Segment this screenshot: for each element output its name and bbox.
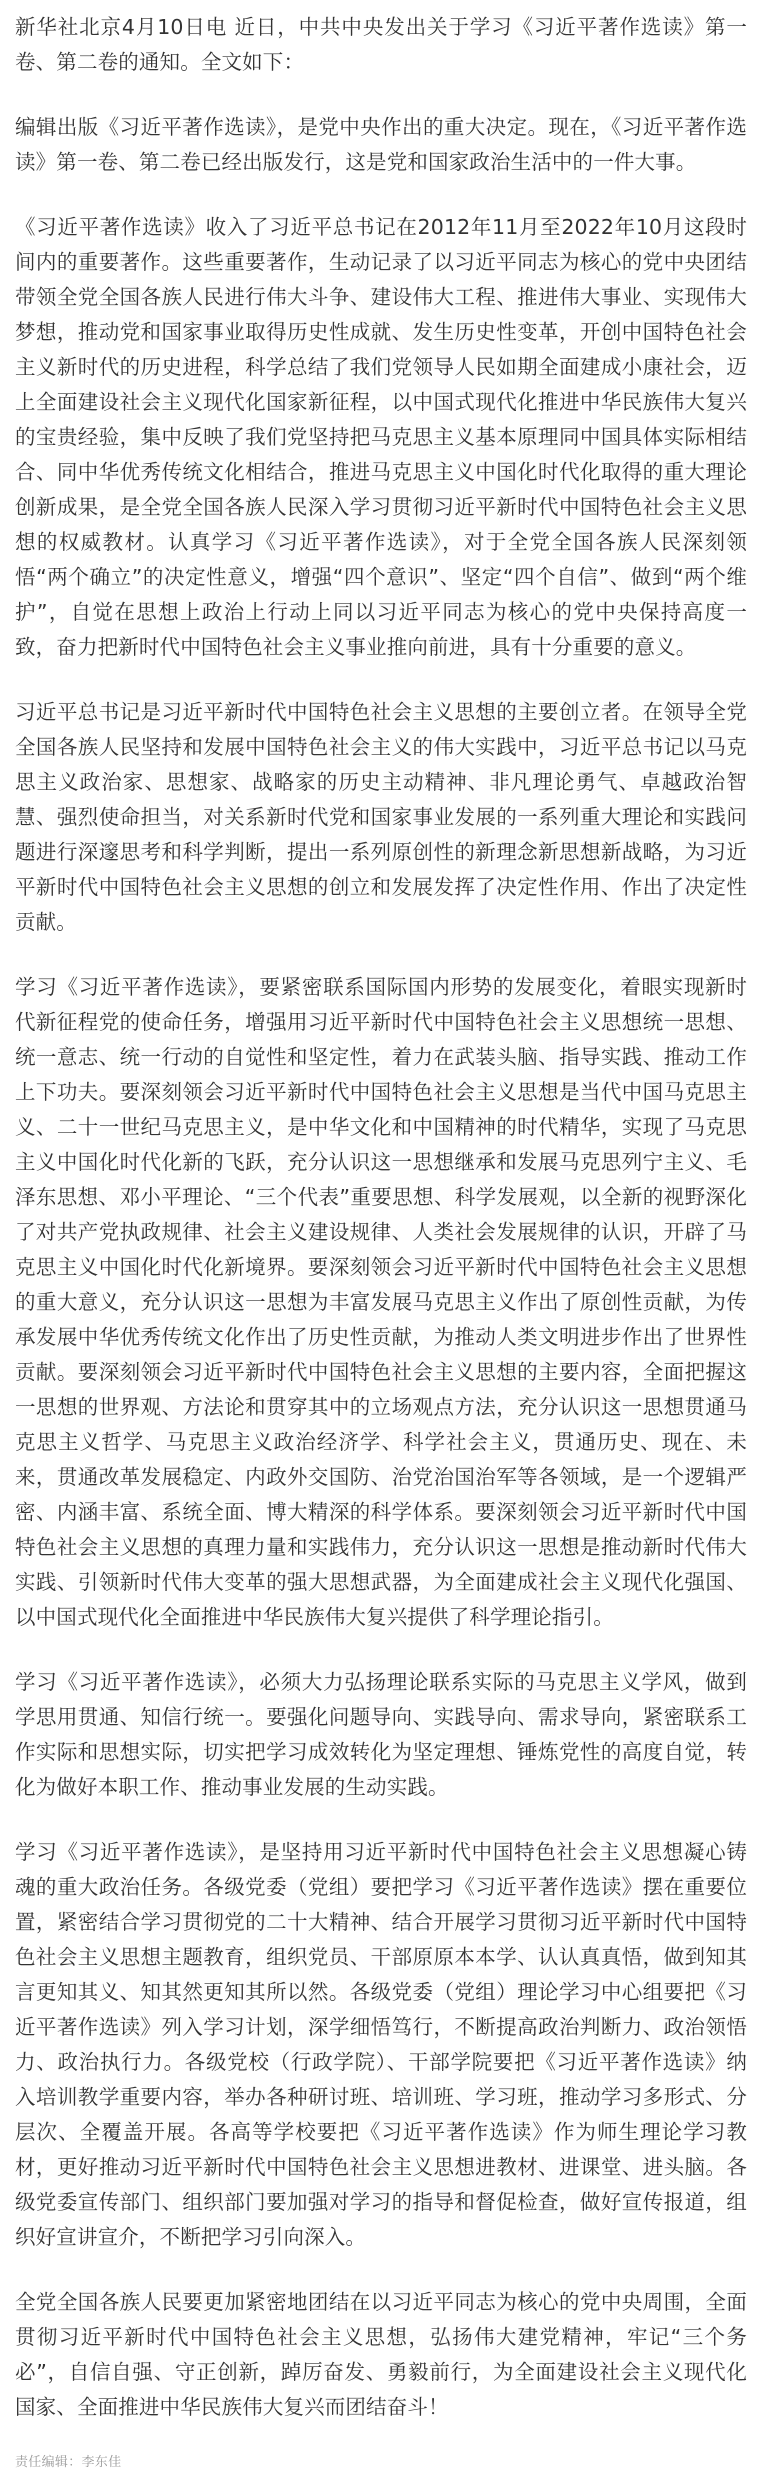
article-paragraph: 学习《习近平著作选读》，要紧密联系国际国内形势的发展变化，着眼实现新时代新征程党的使命任务，增强用习近平新时代中国特色社会主义思想统一思想、统一意志、统一行动的自觉性和坚定性，着力在武装头脑、指导实践、推动工作上下功夫。要深刻领会习近平新时代中国特色社会主义思想是当代中国马克思主义、二十一世纪马克思主义，是中华文化和中国精神的时代精华，实现了马克思主义中国化时代化新的飞跃，充分认识这一思想继承和发展马克思列宁主义、毛泽东思想、邓小平理论、“三个代表”重要思想、科学发展观，以全新的视野深化了对共产党执政规律、社会主义建设规律、人类社会发展规律的认识，开辟了马克思主义中国化时代化新境界。要深刻领会习近平新时代中国特色社会主义思想的重大意义，充分认识这一思想为丰富发展马克思主义作出了原创性贡献，为传承发展中华优秀传统文化作出了历史性贡献，为推动人类文明进步作出了世界性贡献。要深刻领会习近平新时代中国特色社会主义思想的主要内容，全面把握这一思想的世界观、方法论和贯穿其中的立场观点方法，充分认识这一思想贯通马克思主义哲学、马克思主义政治经济学、科学社会主义，贯通历史、现在、未来，贯通改革发展稳定、内政外交国防、治党治国治军等各领域，是一个逻辑严密、内涵丰富、系统全面、博大精深的科学体系。要深刻领会习近平新时代中国特色社会主义思想的真理力量和实践伟力，充分认识这一思想是推动新时代伟大实践、引领新时代伟大变革的强大思想武器，为全面建成社会主义现代化强国、以中国式现代化全面推进中华民族伟大复兴提供了科学理论指引。 xyxy=(15,975,747,1629)
article-paragraph: 新华社北京4月10日电 近日，中共中央发出关于学习《习近平著作选读》第一卷、第二卷的通知。全文如下： xyxy=(15,15,747,74)
article-paragraph: 编辑出版《习近平著作选读》，是党中央作出的重大决定。现在，《习近平著作选读》第一卷、第二卷已经出版发行，这是党和国家政治生活中的一件大事。 xyxy=(15,115,747,174)
article-paragraph: 学习《习近平著作选读》，必须大力弘扬理论联系实际的马克思主义学风，做到学思用贯通、知信行统一。要强化问题导向、实践导向、需求导向，紧密联系工作实际和思想实际，切实把学习成效转化为坚定理想、锤炼党性的高度自觉，转化为做好本职工作、推动事业发展的生动实践。 xyxy=(15,1670,747,1799)
article-paragraph: 《习近平著作选读》收入了习近平总书记在2012年11月至2022年10月这段时间内的重要著作。这些重要著作，生动记录了以习近平同志为核心的党中央团结带领全党全国各族人民进行伟大斗争、建设伟大工程、推进伟大事业、实现伟大梦想，推动党和国家事业取得历史性成就、发生历史性变革，开创中国特色社会主义新时代的历史进程，科学总结了我们党领导人民如期全面建成小康社会，迈上全面建设社会主义现代化国家新征程，以中国式现代化推进中华民族伟大复兴的宝贵经验，集中反映了我们党坚持把马克思主义基本原理同中国具体实际相结合、同中华优秀传统文化相结合，推进马克思主义中国化时代化取得的重大理论创新成果，是全党全国各族人民深入学习贯彻习近平新时代中国特色社会主义思想的权威教材。认真学习《习近平著作选读》，对于全党全国各族人民深刻领悟“两个确立”的决定性意义，增强“四个意识”、坚定“四个自信”、做到“两个维护”，自觉在思想上政治上行动上同以习近平同志为核心的党中央保持高度一致，奋力把新时代中国特色社会主义事业推向前进，具有十分重要的意义。 xyxy=(15,215,747,659)
article-paragraph: 学习《习近平著作选读》，是坚持用习近平新时代中国特色社会主义思想凝心铸魂的重大政治任务。各级党委（党组）要把学习《习近平著作选读》摆在重要位置，紧密结合学习贯彻党的二十大精神、结合开展学习贯彻习近平新时代中国特色社会主义思想主题教育，组织党员、干部原原本本学、认认真真悟，做到知其言更知其义、知其然更知其所以然。各级党委（党组）理论学习中心组要把《习近平著作选读》列入学习计划，深学细悟笃行，不断提高政治判断力、政治领悟力、政治执行力。各级党校（行政学院）、干部学院要把《习近平著作选读》纳入培训教学重要内容，举办各种研讨班、培训班、学习班，推动学习多形式、分层次、全覆盖开展。各高等学校要把《习近平著作选读》作为师生理论学习教材，更好推动习近平新时代中国特色社会主义思想进教材、进课堂、进头脑。各级党委宣传部门、组织部门要加强对学习的指导和督促检查，做好宣传报道，组织好宣讲宣介，不断把学习引向深入。 xyxy=(15,1840,747,2249)
article-paragraph: 全党全国各族人民要更加紧密地团结在以习近平同志为核心的党中央周围，全面贯彻习近平新时代中国特色社会主义思想，弘扬伟大建党精神，牢记“三个务必”，自信自强、守正创新，踔厉奋发、勇毅前行，为全面建设社会主义现代化国家、全面推进中华民族伟大复兴而团结奋斗！ xyxy=(15,2290,747,2419)
responsible-editor: 责任编辑：李东佳 xyxy=(15,2455,122,2470)
article-paragraph: 习近平总书记是习近平新时代中国特色社会主义思想的主要创立者。在领导全党全国各族人民坚持和发展中国特色社会主义的伟大实践中，习近平总书记以马克思主义政治家、思想家、战略家的历史主动精神、非凡理论勇气、卓越政治智慧、强烈使命担当，对关系新时代党和国家事业发展的一系列重大理论和实践问题进行深邃思考和科学判断，提出一系列原创性的新理念新思想新战略，为习近平新时代中国特色社会主义思想的创立和发展发挥了决定性作用、作出了决定性贡献。 xyxy=(15,700,747,934)
